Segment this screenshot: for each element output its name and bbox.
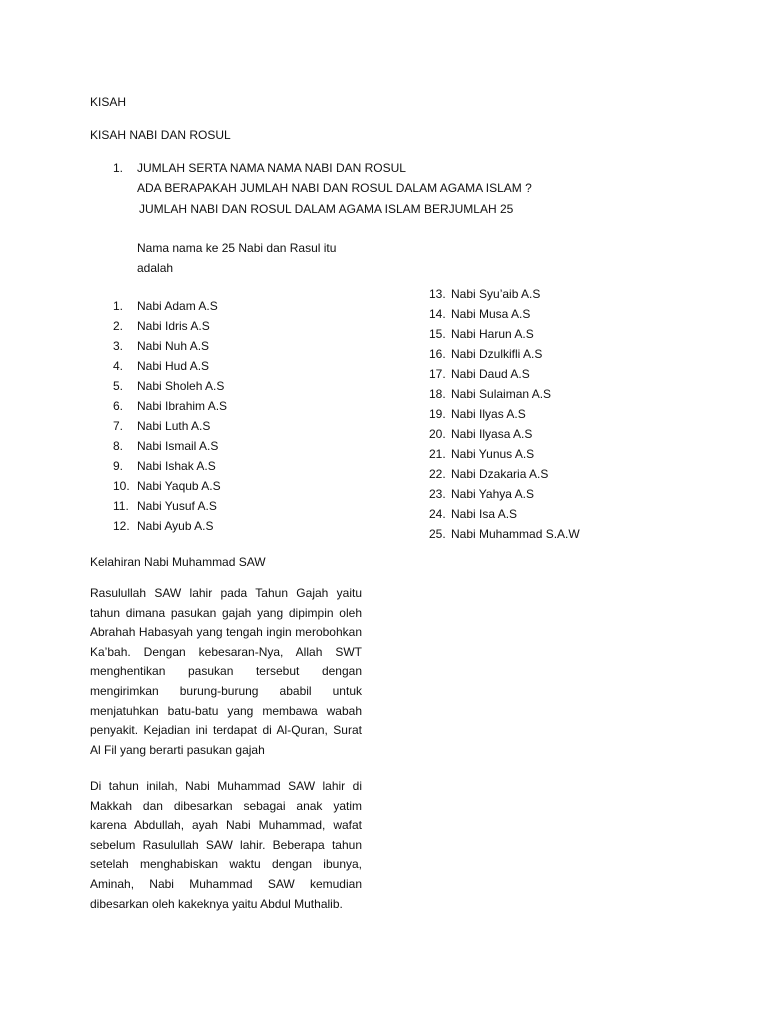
- question-line: JUMLAH SERTA NAMA NAMA NABI DAN ROSUL: [137, 161, 406, 175]
- list-number: 17.: [429, 367, 446, 381]
- list-number: 4.: [113, 359, 124, 373]
- prophet-name: Nabi Harun A.S: [451, 327, 534, 341]
- prophet-name: Nabi Yunus A.S: [451, 447, 535, 461]
- list-number: 6.: [113, 399, 124, 413]
- prophet-name: Nabi Ismail A.S: [137, 439, 219, 453]
- list-number: 11.: [113, 499, 129, 513]
- prophet-name: Nabi Ishak A.S: [137, 459, 216, 473]
- prophet-name: Nabi Yahya A.S: [451, 487, 534, 501]
- list-number: 1.: [113, 299, 124, 313]
- prophet-name: Nabi Hud A.S: [137, 359, 210, 373]
- document-subtitle: KISAH NABI DAN ROSUL: [90, 128, 231, 142]
- question-number: 1.: [113, 161, 124, 175]
- prophet-name: Nabi Yusuf A.S: [137, 499, 217, 513]
- list-number: 20.: [429, 427, 446, 441]
- list-number: 8.: [113, 439, 124, 453]
- prophet-name: Nabi Muhammad S.A.W: [451, 527, 580, 541]
- prophet-name: Nabi Isa A.S: [451, 507, 518, 521]
- prophet-name: Nabi Syu’aib A.S: [451, 287, 541, 301]
- prophet-name: Nabi Sulaiman A.S: [451, 387, 552, 401]
- prophet-name: Nabi Adam A.S: [137, 299, 218, 313]
- prophet-name: Nabi Daud A.S: [451, 367, 530, 381]
- list-number: 23.: [429, 487, 446, 501]
- list-number: 14.: [429, 307, 446, 321]
- list-number: 24.: [429, 507, 446, 521]
- list-number: 21.: [429, 447, 446, 461]
- prophet-name: Nabi Ibrahim A.S: [137, 399, 228, 413]
- question-line: ADA BERAPAKAH JUMLAH NABI DAN ROSUL DALAM AGAMA ISLAM ?: [137, 181, 532, 195]
- intro-line: adalah: [137, 261, 174, 275]
- list-number: 25.: [429, 527, 446, 541]
- list-number: 19.: [429, 407, 446, 421]
- list-number: 16.: [429, 347, 446, 361]
- prophet-name: Nabi Ilyasa A.S: [451, 427, 533, 441]
- prophet-name: Nabi Luth A.S: [137, 419, 211, 433]
- list-number: 9.: [113, 459, 124, 473]
- list-number: 7.: [113, 419, 124, 433]
- list-number: 3.: [113, 339, 124, 353]
- list-number: 10.: [113, 479, 130, 493]
- prophet-name: Nabi Idris A.S: [137, 319, 210, 333]
- prophet-name: Nabi Yaqub A.S: [137, 479, 221, 493]
- list-number: 2.: [113, 319, 124, 333]
- intro-line: Nama nama ke 25 Nabi dan Rasul itu: [137, 241, 337, 255]
- question-line: JUMLAH NABI DAN ROSUL DALAM AGAMA ISLAM BERJUMLAH 25: [139, 202, 514, 216]
- paragraph-birth-story: Rasulullah SAW lahir pada Tahun Gajah yaitu tahun dimana pasukan gajah yang dipimpin oleh Abrahah Habasyah yang tengah ingin merobohkan Ka’bah. Dengan kebesaran-Nya, Allah SWT menghentikan pasukan tersebut dengan mengirimkan burung-burung ababil untuk menjatuhkan batu-batu yang membawa wabah penyakit. Kejadian ini terdapat di Al-Quran, Surat Al Fil yang berarti pasukan gajah: [90, 586, 362, 757]
- list-number: 13.: [429, 287, 446, 301]
- prophet-name: Nabi Dzakaria A.S: [451, 467, 549, 481]
- list-number: 15.: [429, 327, 446, 341]
- list-number: 5.: [113, 379, 124, 393]
- list-number: 22.: [429, 467, 446, 481]
- prophet-name: Nabi Sholeh A.S: [137, 379, 225, 393]
- prophet-name: Nabi Ilyas A.S: [451, 407, 526, 421]
- prophet-name: Nabi Ayub A.S: [137, 519, 214, 533]
- document-title: KISAH: [90, 95, 127, 109]
- prophet-name: Nabi Dzulkifli A.S: [451, 347, 543, 361]
- prophet-name: Nabi Nuh A.S: [137, 339, 210, 353]
- list-number: 12.: [113, 519, 130, 533]
- list-number: 18.: [429, 387, 446, 401]
- prophet-name: Nabi Musa A.S: [451, 307, 531, 321]
- paragraph-childhood: Di tahun inilah, Nabi Muhammad SAW lahir di Makkah dan dibesarkan sebagai anak yatim karena Abdullah, ayah Nabi Muhammad, wafat sebelum Rasulullah SAW lahir. Beberapa tahun setelah menghabiskan waktu dengan ibunya, Aminah, Nabi Muhammad SAW kemudian dibesarkan oleh kakeknya yaitu Abdul Muthalib.: [90, 779, 362, 911]
- section-heading: Kelahiran Nabi Muhammad SAW: [90, 555, 266, 569]
